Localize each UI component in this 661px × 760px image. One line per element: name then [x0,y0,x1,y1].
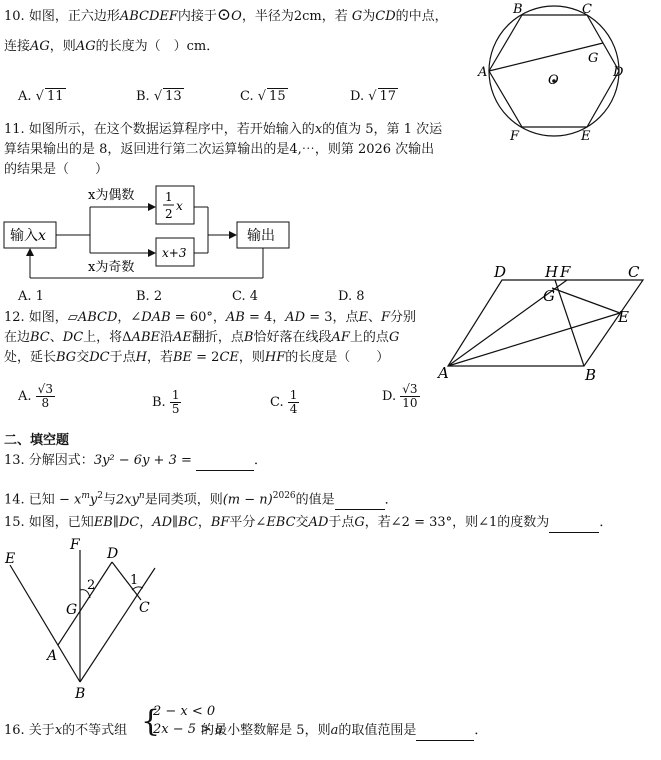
q10-option-d: D. √ 17 [350,89,397,104]
half-den: 2 [165,207,173,221]
circle-symbol: ⊙ [216,5,232,25]
label-f3: F [70,537,80,553]
label-e: E [581,129,591,144]
q12-line3: 处，延长BG交DC于点H，若BE = 2CE，则HF的长度是（ ） [4,350,390,365]
label-b2: B [585,366,597,384]
q10-option-c: C. √ 15 [240,89,286,104]
q15-line: 15. 如图，已知EB∥DC，AD∥BC，BF平分∠EBC交AD于点G，若∠2 = 33°，则∠1的度数为 ． [4,514,612,533]
q11-option-a: A. 1 [18,289,44,304]
label-c2: C [628,263,640,281]
q12-option-a: A. $\frac{√3}{8}$ [18,382,53,410]
q10-line2: 连接AG，则AG的长度为（ ）cm． [4,39,220,54]
label-two: 2 [87,578,96,593]
half-num: 1 [165,190,173,204]
even-label: x为偶数 [88,188,135,203]
q16-answer-blank[interactable] [416,722,474,741]
q10-line1: 10. 如图，正六边形ABCDEF内接于⊙O，半径为2cm，若 G为CD的中点， [4,5,448,25]
q11-line3: 的结果是（ ） [4,162,109,177]
label-a: A [478,65,488,80]
label-h: H [545,263,559,281]
plus3-label: x+3 [162,246,187,260]
label-d: D [613,65,624,80]
label-g3: G [66,602,78,618]
label-f: F [510,129,520,144]
q10-option-a: A. √ 11 [18,89,64,104]
label-c: C [582,2,592,17]
label-e2: E [618,308,629,326]
q16-ineq2: 2x − 5 > a [153,722,223,737]
output-label: 输出 [247,228,275,244]
q11-line2: 算结果输出的是 8，返回进行第二次运算输出的是4,⋯，则第 2026 次输出 [4,142,435,157]
label-one: 1 [130,573,139,588]
q11-option-b: B. 2 [136,289,163,304]
q16-ineq1: 2 − x < 0 [153,704,216,719]
label-a3: A [47,648,58,664]
q12-line2: 在边BC、DC上，将ΔABE沿AE翻折，点B恰好落在线段AF上的点G [4,330,400,345]
label-g: G [588,51,599,66]
label-a2: A [438,364,449,382]
q11-line1: 11. 如图所示，在这个数据运算程序中，若开始输入的x的值为 5，第 1 次运 [4,122,443,137]
input-label: 输入x [10,228,46,244]
q12-option-c: C. $\frac{1}{4}$ [270,388,298,416]
label-b: B [513,2,523,17]
q16-line: 16. 关于x的不等式组 的最小整数解是 5，则a的取值范围是 ． [4,722,487,741]
odd-label: x为奇数 [88,260,135,275]
q16-brace-glyph: { [141,704,161,739]
label-g2: G [543,287,555,305]
label-d2: D [494,263,507,281]
label-c3: C [139,600,150,616]
label-e3: E [5,551,16,567]
segment-eb [10,565,80,682]
q10-option-b: B. √ 13 [136,89,182,104]
label-f2: F [560,263,571,281]
label-d3: D [107,546,119,562]
half-var: x [176,199,183,213]
q14-line: 14. 已知 − $x^my^2$与$2xy^n$是同类项，则$(m - n)^{2026}$的值是 ． [4,487,398,510]
label-o: O [548,73,559,88]
q12-option-d: D. $\frac{√3}{10}$ [382,382,418,410]
q12-line1: 12. 如图，▱ABCD，∠DAB = 60°，AB = 4，AD = 3，点E、F分别 [4,310,417,325]
label-b3: B [75,686,86,702]
section-title: 二、填空题 [4,433,70,448]
q11-option-c: C. 4 [232,289,259,304]
q11-option-d: D. 8 [338,289,365,304]
q12-option-b: B. $\frac{1}{5}$ [152,388,180,416]
q13-line: 13. 分解因式：3y² − 6y + 3 = ． [4,452,267,471]
